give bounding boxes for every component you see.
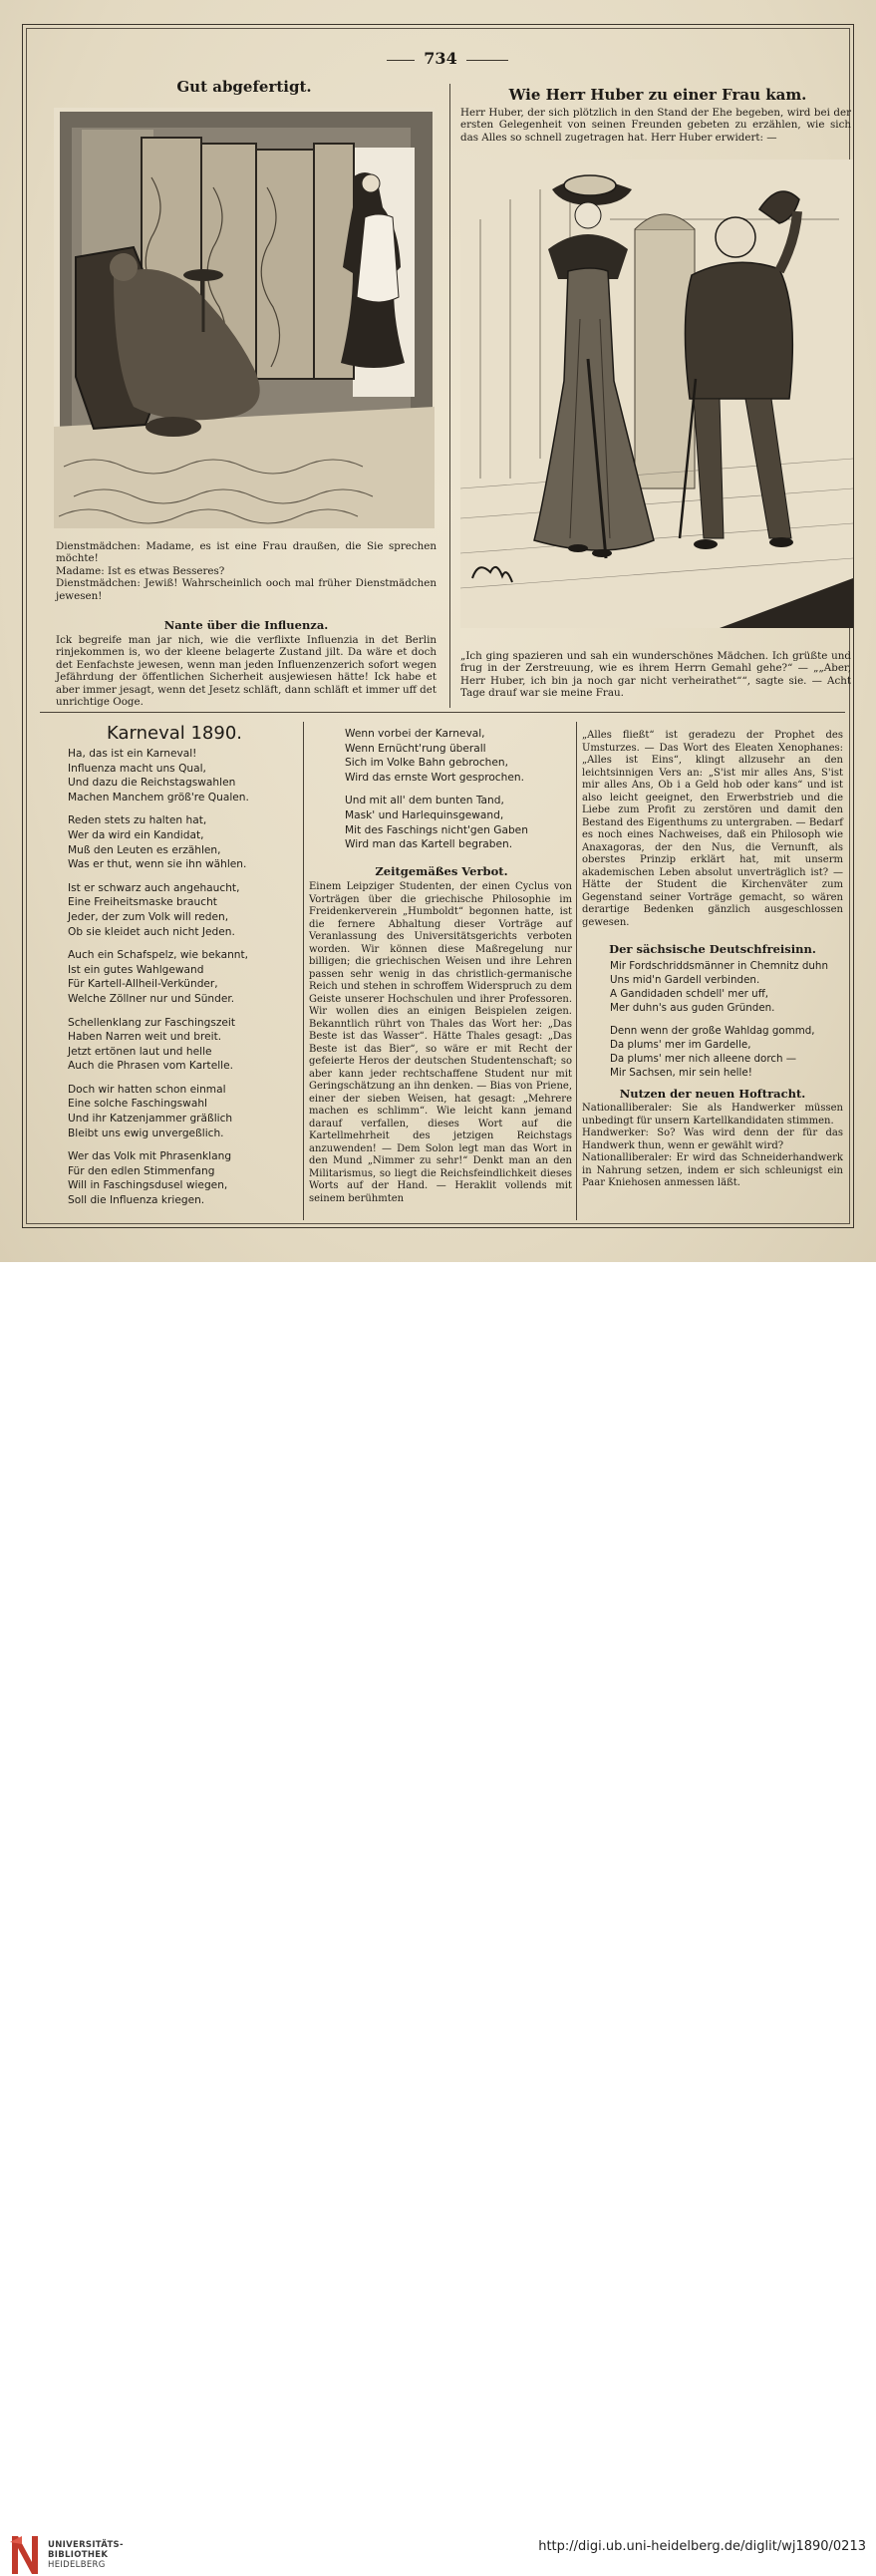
poem-line: Wird das ernste Wort gesprochen. <box>345 771 524 784</box>
page-number: 734 <box>424 49 457 68</box>
poem-stanza <box>68 881 299 939</box>
poem-line: Wird man das Kartell begraben. <box>345 838 513 851</box>
poem-stanza <box>610 959 845 1015</box>
library-logo-icon[interactable] <box>8 2534 42 2576</box>
article-title-herr-huber: Wie Herr Huber zu einer Frau kam. <box>508 86 807 104</box>
poem-line: Und mit all' dem bunten Tand, <box>345 795 504 807</box>
poem-line: Welche Zöllner nur und Sünder. <box>68 992 235 1005</box>
poem-deutschfreisinn <box>610 959 845 1089</box>
poem-line: Auch ein Schafspelz, wie bekannt, <box>68 949 249 962</box>
poem-line: Uns mid'n Gardell verbinden. <box>610 974 760 986</box>
engraving-street-scene <box>460 160 853 628</box>
poem-line: Wer da wird ein Kandidat, <box>68 828 204 841</box>
article-title-hoftracht: Nutzen der neuen Hoftracht. <box>619 1087 806 1101</box>
subtitle-nante: Nante über die Influenza. <box>163 618 329 632</box>
permalink-url[interactable]: http://digi.ub.uni-heidelberg.de/diglit/wj1890/0213 <box>538 2539 866 2554</box>
poem-line: Influenza macht uns Qual, <box>68 762 206 775</box>
poem-line: Da plums' mer nich alleene dorch — <box>610 1053 797 1065</box>
logo-line-3: HEIDELBERG <box>48 2560 106 2570</box>
poem-title-karneval: Karneval 1890. <box>106 723 243 744</box>
poem-stanza <box>345 794 572 851</box>
logo-line-1: UNIVERSITÄTS- <box>48 2540 124 2550</box>
poem-line: Wenn vorbei der Karneval, <box>345 728 485 740</box>
poem-line: A Gandidaden schdell' mer uff, <box>610 988 769 1000</box>
poem-line: Muß den Leuten es erzählen, <box>68 843 221 856</box>
article-body-nante: Ick begreife man jar nich, wie die verflixte Influenzia in det Berlin rinjekommen is, wo der kleene belagerte Zustand jilt. Da wäre et doch det Eenfachste jewesen, wenn man jeden Influenzenzerich sofort wegen Jefährdung der öffentlichen Sicherheit ausjewiesen hätte! Ick habe et aber immer jesagt, wenn det Jesetz schläft, dann schläft et immer uff det unrichtige Ooge. <box>56 634 437 709</box>
poem-line: Wer das Volk mit Phrasenklang <box>68 1150 232 1163</box>
poem-line: Für Kartell-Allheil-Verkünder, <box>68 978 218 991</box>
article-body-zeitgemaess-continued: „Alles fließt“ ist geradezu der Prophet des Umsturzes. — Das Wort des Eleaten Xenophanes: „Alles ist Eins“, klingt allzusehr an den leichtsinnigen Vers an: „S'ist mir alles Ans, S'ist mir alles Ans, Ob i a Geld hob oder kans“ und ist also leicht geeignet, den Erwerbstrieb und die Liebe zum Profit zu zerstören und damit den Bestand des Eigenthums zu untergraben. — Bedarf es noch eines Nachweises, daß ein Philosoph wie Anaxagoras, der den Nus, die Vernunft, als oberstes Prinzip erklärt hat, mit unserm akademischen Leben absolut unverträglich ist? — Hätte der Student die Kirchenväter zum Gegenstand seiner Vorträge gemacht, so wären derartige Bedenken gänzlich ausgeschlossen gewesen. <box>582 730 843 928</box>
poem-line: Da plums' mer im Gardelle, <box>610 1039 751 1051</box>
newspaper-page <box>0 0 876 1262</box>
logo-line-2: BIBLIOTHEK <box>48 2550 109 2560</box>
article-title-gut-abgefertigt: Gut abgefertigt. <box>176 78 312 96</box>
poem-stanza <box>68 1149 299 1207</box>
poem-line: Schellenklang zur Faschingszeit <box>68 1016 236 1029</box>
column-divider-top <box>449 84 450 708</box>
poem-karneval <box>68 747 299 1217</box>
poem-line: Mer duhn's aus guden Gründen. <box>610 1002 775 1014</box>
poem-line: Mit des Faschings nicht'gen Gaben <box>345 823 528 836</box>
section-divider <box>40 712 845 713</box>
poem-line: Bleibt uns ewig unvergeßlich. <box>68 1127 224 1139</box>
poem-line: Was er thut, wenn sie ihn wählen. <box>68 858 247 871</box>
poem-line: Sich im Volke Bahn gebrochen, <box>345 757 508 770</box>
column-divider-bottom-1 <box>303 722 304 1220</box>
poem-stanza <box>345 727 572 785</box>
poem-line: Jetzt ertönen laut und helle <box>68 1045 212 1058</box>
poem-line: Ist ein gutes Wahlgewand <box>68 963 204 976</box>
poem-line: Jeder, der zum Volk will reden, <box>68 910 229 923</box>
poem-line: Machen Manchem größ're Qualen. <box>68 791 249 804</box>
poem-line: Ist er schwarz auch angehaucht, <box>68 881 240 894</box>
poem-stanza <box>68 1016 299 1074</box>
poem-line: Doch wir hatten schon einmal <box>68 1083 226 1096</box>
poem-line: Wenn Ernücht'rung überall <box>345 742 486 755</box>
footer-bar <box>0 1262 876 2570</box>
poem-line: Und dazu die Reichstagswahlen <box>68 777 236 790</box>
article-body-hoftracht: Nationalliberaler: Sie als Handwerker müssen unbedingt für unsern Kartellkandidaten stimmen. Handwerker: So? Was wird denn der für das Handwerk thun, wenn er gewählt wird? Nationalliberaler: Er wird das Schneiderhandwerk in Nahrung setzen, indem er sich schleunigst ein Paar Kniehosen anmessen läßt. <box>582 1103 843 1188</box>
poem-line: Auch die Phrasen vom Kartelle. <box>68 1060 233 1073</box>
caption-gut-abgefertigt: Dienstmädchen: Madame, es ist eine Frau draußen, die Sie sprechen möchte! Madame: Ist es etwas Besseres? Dienstmädchen: Jewiß! Wahrscheinlich ooch mal früher Dienstmädchen jewesen! <box>56 540 437 602</box>
poem-line: Denn wenn der große Wahldag gommd, <box>610 1025 815 1037</box>
article-intro-herr-huber: Herr Huber, der sich plötzlich in den Stand der Ehe begeben, wird bei der ersten Gelegenheit von seinen Freunden gebeten zu erzählen, wie sich das Alles so schnell zugetragen hat. Herr Huber erwidert: — <box>460 107 851 144</box>
poem-line: Mask' und Harlequinsgewand, <box>345 808 504 821</box>
poem-stanza <box>68 948 299 1006</box>
poem-line: Eine solche Faschingswahl <box>68 1098 207 1111</box>
article-title-deutschfreisinn: Der sächsische Deutschfreisinn. <box>609 942 816 956</box>
article-body-zeitgemaess: Einem Leipziger Studenten, der einen Cyclus von Vorträgen über die griechische Philosophie im Freidenkerverein „Humboldt“ begonnen hatte, ist die fernere Abhaltung dieser Vorträge auf Veranlassung des Universitätsgerichts verboten worden. Wir können diese Maßregelung nur billigen; die griechischen Weisen und ihre Lehren passen sehr wenig in das christlich-germanische Reich und stehen in schroffem Widerspruch zu dem Geiste unserer Hochschulen und ihrer Professoren. Wir wollen dies an einigen Beispielen zeigen. Bekanntlich rührt von Thales das Wort her: „Das Beste ist das Wasser“. Hätte Thales gesagt: „Das Beste ist das Bier“, so wäre er mit Recht der gefeierte Heros der deutschen Studentenschaft; so aber kann jeder rechtschaffene Student nur mit Geringschätzung an ihn denken. — Bias von Priene, einer der sieben Weisen, hat gesagt: „Mehrere machen es schlimm“. Wie leicht kann jemand darauf verfallen, dieses Wort auf die Kartellmehrheit des jetzigen Reichstags anzuwenden! — Dem Solon legt man das Wort in den Mund „Nimmer zu sehr!“ Denkt man an den Militarismus, so liegt die Reichsfeindlichkeit dieses Worts auf der Hand. — Heraklit vollends mit seinem berühmten <box>309 881 572 1204</box>
poem-stanza <box>68 1083 299 1140</box>
poem-line: Mir Sachsen, mir sein helle! <box>610 1067 752 1079</box>
column-divider-bottom-2 <box>576 722 577 1220</box>
pagenum-rule-right <box>466 60 508 61</box>
poem-line: Ha, das ist ein Karneval! <box>68 748 197 760</box>
poem-line: Will in Faschingsdusel wiegen, <box>68 1179 228 1192</box>
pagenum-rule-left <box>387 60 415 61</box>
engraving-interior-scene <box>54 108 435 528</box>
poem-line: Reden stets zu halten hat, <box>68 814 207 827</box>
poem-line: Ob sie kleidet auch nicht Jeden. <box>68 925 235 938</box>
poem-line: Und ihr Katzenjammer gräßlich <box>68 1113 233 1126</box>
poem-stanza <box>610 1024 845 1080</box>
poem-line: Für den edlen Stimmenfang <box>68 1164 215 1177</box>
poem-line: Mir Fordschriddsmänner in Chemnitz duhn <box>610 960 828 972</box>
article-body-herr-huber: „Ich ging spazieren und sah ein wunderschönes Mädchen. Ich grüßte und frug in der Zerstreuung, wie es ihrem Herrn Gemahl gehe?“ — „„Aber, Herr Huber, ich bin ja noch gar nicht verheirathet““, sagte sie. — Acht Tage drauf war sie meine Frau. <box>460 650 851 700</box>
poem-line: Haben Narren weit und breit. <box>68 1031 222 1044</box>
poem-stanza <box>68 747 299 805</box>
library-logo-text <box>48 2540 124 2570</box>
illustration-herr-huber-greeting <box>460 160 853 628</box>
poem-karneval-continued <box>345 727 572 861</box>
poem-line: Eine Freiheitsmaske braucht <box>68 896 217 909</box>
poem-stanza <box>68 813 299 871</box>
article-title-zeitgemaess: Zeitgemäßes Verbot. <box>375 864 508 878</box>
poem-line: Soll die Influenza kriegen. <box>68 1194 205 1207</box>
illustration-maid-and-madame <box>54 108 435 528</box>
